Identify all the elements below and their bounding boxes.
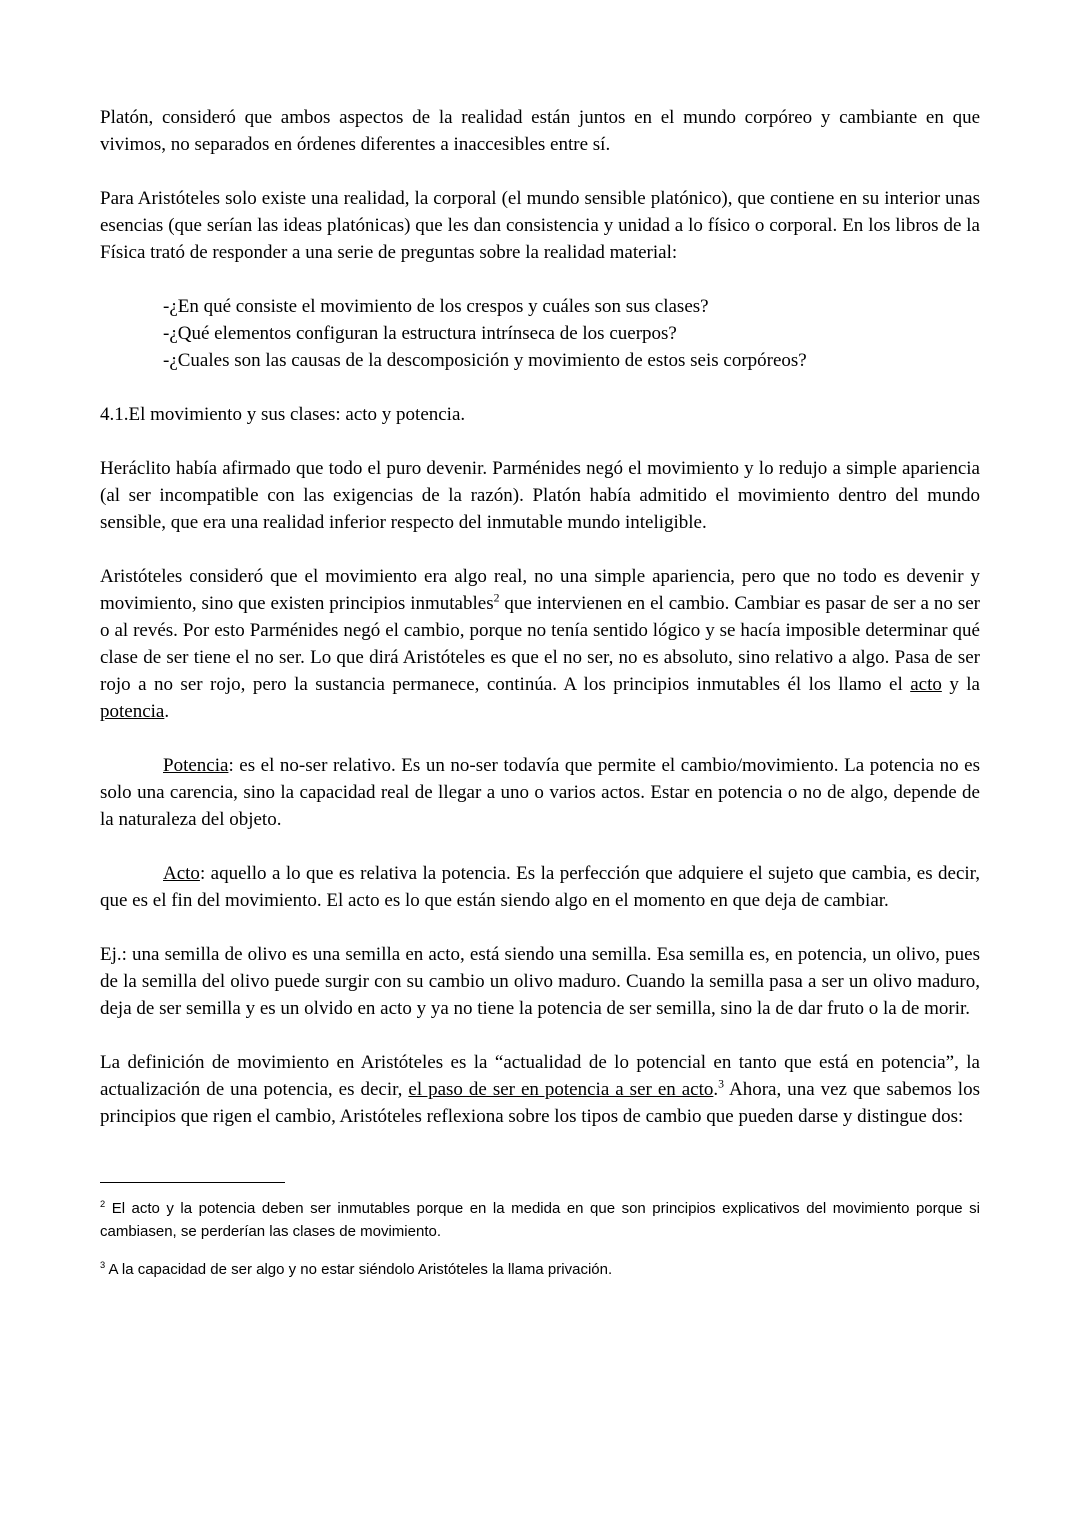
paragraph-heraclito: Heráclito había afirmado que todo el puro devenir. Parménides negó el movimiento y lo redujo a simple apariencia (al ser incompatible con las exigencias de la razón). Platón había admitido el movimiento dentro del mundo sensible, que era una realidad inferior respecto del inmutable mundo inteligible.: [100, 458, 980, 533]
question-item-3: -¿Cuales son las causas de la descomposición y movimiento de estos seis corpóreos?: [163, 350, 807, 371]
footnote-separator: [100, 1182, 285, 1183]
paragraph-ejemplo: Ej.: una semilla de olivo es una semilla en acto, está siendo una semilla. Esa semilla es, en potencia, un olivo, pues de la semilla del olivo puede surgir con su cambio un olivo maduro. Cuando la semilla pasa a ser un olivo maduro, deja de ser semilla y es un olvido en acto y ya no tiene la potencia de ser semilla, sino la de dar fruto o la de morir.: [100, 944, 980, 1019]
footnote-3: $^3$ A la capacidad de ser algo y no estar siéndolo Aristóteles la llama privación.: [100, 1260, 613, 1278]
footnotes-section: [100, 1182, 980, 1281]
question-item-1: -¿En qué consiste el movimiento de los crespos y cuáles son sus clases?: [163, 296, 709, 317]
question-list: [100, 293, 980, 374]
paragraph-aristoteles-realidad: Para Aristóteles solo existe una realidad, la corporal (el mundo sensible platónico), que contiene en su interior unas esencias (que serían las ideas platónicas) que les dan consistencia y unidad a lo físico o corporal. En los libros de la Física trató de responder a una serie de preguntas sobre la realidad material:: [100, 188, 980, 263]
section-heading: 4.1.El movimiento y sus clases: acto y potencia.: [100, 404, 466, 425]
footnote-2: $^2$ El acto y la potencia deben ser inmutables porque en la medida en que son principios explicativos del movimiento porque si cambiasen, se perderían las clases de movimiento.: [100, 1199, 980, 1240]
paragraph-platon: Platón, consideró que ambos aspectos de la realidad están juntos en el mundo corpóreo y cambiante en que vivimos, no separados en órdenes diferentes a inaccesibles entre sí.: [100, 107, 980, 155]
paragraph-acto: Acto: aquello a lo que es relativa la potencia. Es la perfección que adquiere el sujeto que cambia, es decir, que es el fin del movimiento. El acto es lo que están siendo algo en el momento en que deja de cambiar.: [100, 863, 980, 911]
paragraph-definicion: La definición de movimiento en Aristóteles es la “actualidad de lo potencial en tanto que está en potencia”, la actualización de una potencia, es decir, el paso de ser en potencia a ser en acto.$^3$ Ahora, una vez que sabemos los principios que rigen el cambio, Aristóteles reflexiona sobre los tipos de cambio que pueden darse y distingue dos:: [100, 1052, 980, 1127]
question-item-2: -¿Qué elementos configuran la estructura intrínseca de los cuerpos?: [163, 323, 677, 344]
paragraph-aristoteles-movimiento: Aristóteles consideró que el movimiento era algo real, no una simple apariencia, pero que no todo es devenir y movimiento, sino que existen principios inmutables$^2$ que intervienen en el cambio. Cambiar es pasar de ser a no ser o al revés. Por esto Parménides negó el cambio, porque no tenía sentido lógico y se hacía imposible determinar qué clase de ser tiene el no ser. Lo que dirá Aristóteles es que el no ser, no es absoluto, sino relativo a algo. Pasa de ser rojo a no ser rojo, pero la sustancia permanece, continúa. A los principios inmutables él los llamo el acto y la potencia.: [100, 566, 980, 722]
paragraph-potencia: Potencia: es el no-ser relativo. Es un no-ser todavía que permite el cambio/movimiento. La potencia no es solo una carencia, sino la capacidad real de llegar a uno o varios actos. Estar en potencia o no de algo, depende de la naturaleza del objeto.: [100, 755, 980, 830]
